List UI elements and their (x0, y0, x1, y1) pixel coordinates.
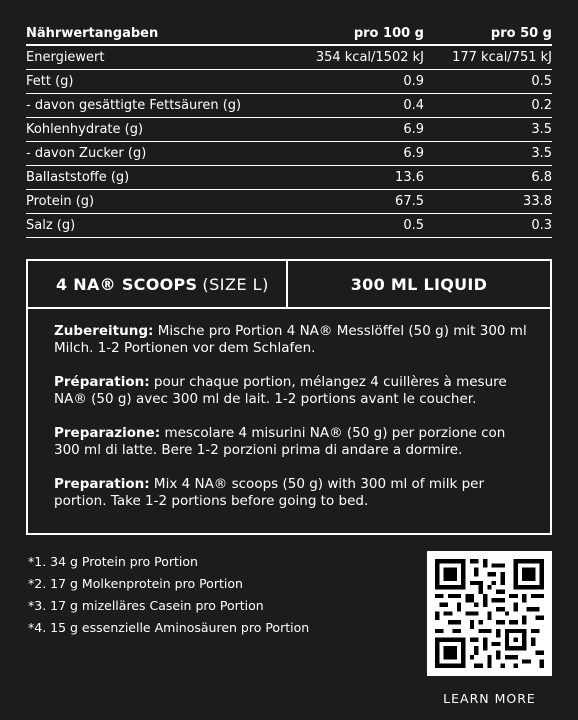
nutrient-value-50g: 0.3 (424, 214, 552, 238)
nutrient-value-100g: 0.4 (294, 94, 424, 118)
nutrient-value-50g: 33.8 (424, 190, 552, 214)
nutrient-value-100g: 354 kcal/1502 kJ (294, 45, 424, 70)
nutrient-value-50g: 177 kcal/751 kJ (424, 45, 552, 70)
preparation-en-text: Mix 4 NA® scoops (50 g) with 300 ml of milk per portion. Take 1-2 portions before going to bed. (54, 476, 485, 509)
nutrient-label: - davon Zucker (g) (26, 142, 294, 166)
preparation-en-label: Preparation: (54, 476, 150, 492)
table-row (26, 45, 552, 70)
preparation-fr-label: Préparation: (54, 374, 150, 390)
nutrient-value-100g: 0.9 (294, 70, 424, 94)
preparation-de (54, 323, 530, 357)
liquid-cell: 300 ML LIQUID (350, 274, 488, 294)
scoops-label: 4 NA® SCOOPS (56, 274, 198, 294)
preparation-fr (54, 374, 530, 408)
table-row (26, 118, 552, 142)
nutrition-header-per100: pro 100 g (294, 22, 424, 45)
preparation-it (54, 425, 530, 459)
footnote: *3. 17 g mizelläres Casein pro Portion (28, 598, 264, 613)
nutrition-header-per50: pro 50 g (424, 22, 552, 45)
qr-code-graphic (435, 559, 544, 668)
nutrition-header-label: Nährwertangaben (26, 22, 294, 45)
preparation-it-label: Preparazione: (54, 425, 161, 441)
table-row (26, 166, 552, 190)
table-row (26, 190, 552, 214)
nutrient-value-50g: 0.2 (424, 94, 552, 118)
nutrient-value-100g: 67.5 (294, 190, 424, 214)
nutrient-value-50g: 0.5 (424, 70, 552, 94)
nutrient-value-100g: 6.9 (294, 118, 424, 142)
nutrient-value-50g: 6.8 (424, 166, 552, 190)
footnote: *4. 15 g essenzielle Aminosäuren pro Portion (28, 620, 310, 635)
preparation-header (28, 261, 550, 309)
table-row (26, 70, 552, 94)
preparation-fr-text: pour chaque portion, mélangez 4 cuillères à mesure NA® (50 g) avec 300 ml de lait. 1-2 portions avant le coucher. (54, 374, 507, 407)
preparation-de-label: Zubereitung: (54, 323, 154, 339)
table-row (26, 94, 552, 118)
nutrient-label: Ballaststoffe (g) (26, 166, 294, 190)
nutrient-label: Salz (g) (26, 214, 294, 238)
footnote: *1. 34 g Protein pro Portion (28, 554, 198, 569)
nutrient-value-50g: 3.5 (424, 118, 552, 142)
preparation-de-text: Mische pro Portion 4 NA® Messlöffel (50 g) mit 300 ml Milch. 1-2 Portionen vor dem Schlafen. (54, 323, 527, 356)
nutrient-label: Energiewert (26, 45, 294, 70)
nutrient-value-50g: 3.5 (424, 142, 552, 166)
table-row (26, 214, 552, 238)
footnotes (28, 551, 309, 639)
nutrient-label: Fett (g) (26, 70, 294, 94)
nutrient-label: Protein (g) (26, 190, 294, 214)
nutrient-value-100g: 13.6 (294, 166, 424, 190)
nutrient-value-100g: 6.9 (294, 142, 424, 166)
nutrition-header-row (26, 22, 552, 45)
table-row (26, 142, 552, 166)
nutrient-label: Kohlenhydrate (g) (26, 118, 294, 142)
qr-code-icon[interactable] (427, 551, 552, 676)
footnote: *2. 17 g Molkenprotein pro Portion (28, 576, 243, 591)
preparation-it-text: mescolare 4 misurini NA® (50 g) per porzione con 300 ml di latte. Bere 1-2 porzioni prima di andare a dormire. (54, 425, 506, 458)
preparation-instructions (28, 309, 550, 510)
preparation-en (54, 476, 530, 510)
nutrient-label: - davon gesättigte Fettsäuren (g) (26, 94, 294, 118)
learn-more-link[interactable]: LEARN MORE (443, 691, 536, 706)
preparation-box (26, 259, 552, 535)
scoops-size: (SIZE L) (202, 274, 269, 294)
scoops-cell (28, 261, 288, 307)
nutrition-table (26, 22, 552, 238)
nutrient-value-100g: 0.5 (294, 214, 424, 238)
